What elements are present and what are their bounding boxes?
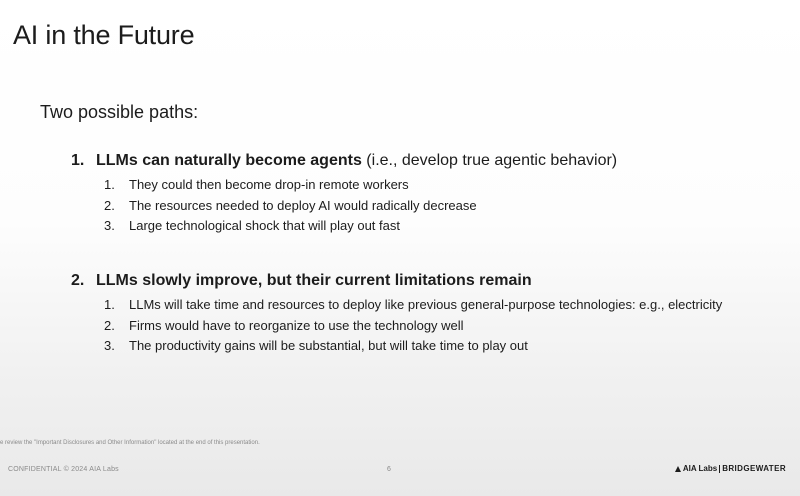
path-2-sub-list <box>71 295 781 357</box>
path-1-sub-list <box>71 175 781 237</box>
confidential-label: CONFIDENTIAL © 2024 AIA Labs <box>8 466 119 473</box>
list-item <box>71 316 781 337</box>
logo-bridgewater: BRIDGEWATER <box>722 464 786 473</box>
logo-divider <box>719 465 720 473</box>
list-item <box>71 175 781 196</box>
path-2-heading <box>71 271 781 291</box>
intro-text: Two possible paths: <box>40 102 199 122</box>
disclosure-note: e review the "Important Disclosures and Other Information" located at the end of this presentation. <box>0 440 260 446</box>
logo-aia-labs: AIA Labs <box>682 464 718 473</box>
list-item-text: They could then become drop-in remote workers <box>129 177 409 192</box>
path-1-number: 1. <box>71 152 85 169</box>
path-1-heading <box>71 151 781 171</box>
list-item-number: 1. <box>104 177 115 192</box>
aia-logo-icon <box>675 466 681 472</box>
path-1 <box>71 151 781 237</box>
list-item-text: The productivity gains will be substantial, but will take time to play out <box>129 338 528 353</box>
path-1-rest-text: (i.e., develop true agentic behavior) <box>361 152 618 169</box>
list-item <box>71 295 781 316</box>
path-1-bold-text: LLMs can naturally become agents <box>96 152 362 169</box>
page-number: 6 <box>387 466 391 473</box>
list-item <box>71 216 781 237</box>
list-item-number: 2. <box>104 197 115 213</box>
list-item <box>71 196 781 217</box>
list-item <box>71 336 781 357</box>
list-item-text: Large technological shock that will play out fast <box>129 218 400 233</box>
slide-title: AI in the Future <box>13 20 195 50</box>
list-item-text: The resources needed to deploy AI would radically decrease <box>129 197 477 213</box>
list-item-number: 3. <box>104 338 115 353</box>
company-logo <box>675 464 786 473</box>
list-item-number: 2. <box>104 317 115 333</box>
path-2 <box>71 271 781 357</box>
list-item-text: LLMs will take time and resources to deploy like previous general-purpose technologies: e.g., electricity <box>129 297 723 312</box>
list-item-number: 1. <box>104 297 115 312</box>
path-2-bold-text: LLMs slowly improve, but their current limitations remain <box>96 272 532 289</box>
list-item-number: 3. <box>104 218 115 233</box>
list-item-text: Firms would have to reorganize to use the technology well <box>129 317 464 333</box>
path-2-number: 2. <box>71 272 85 289</box>
